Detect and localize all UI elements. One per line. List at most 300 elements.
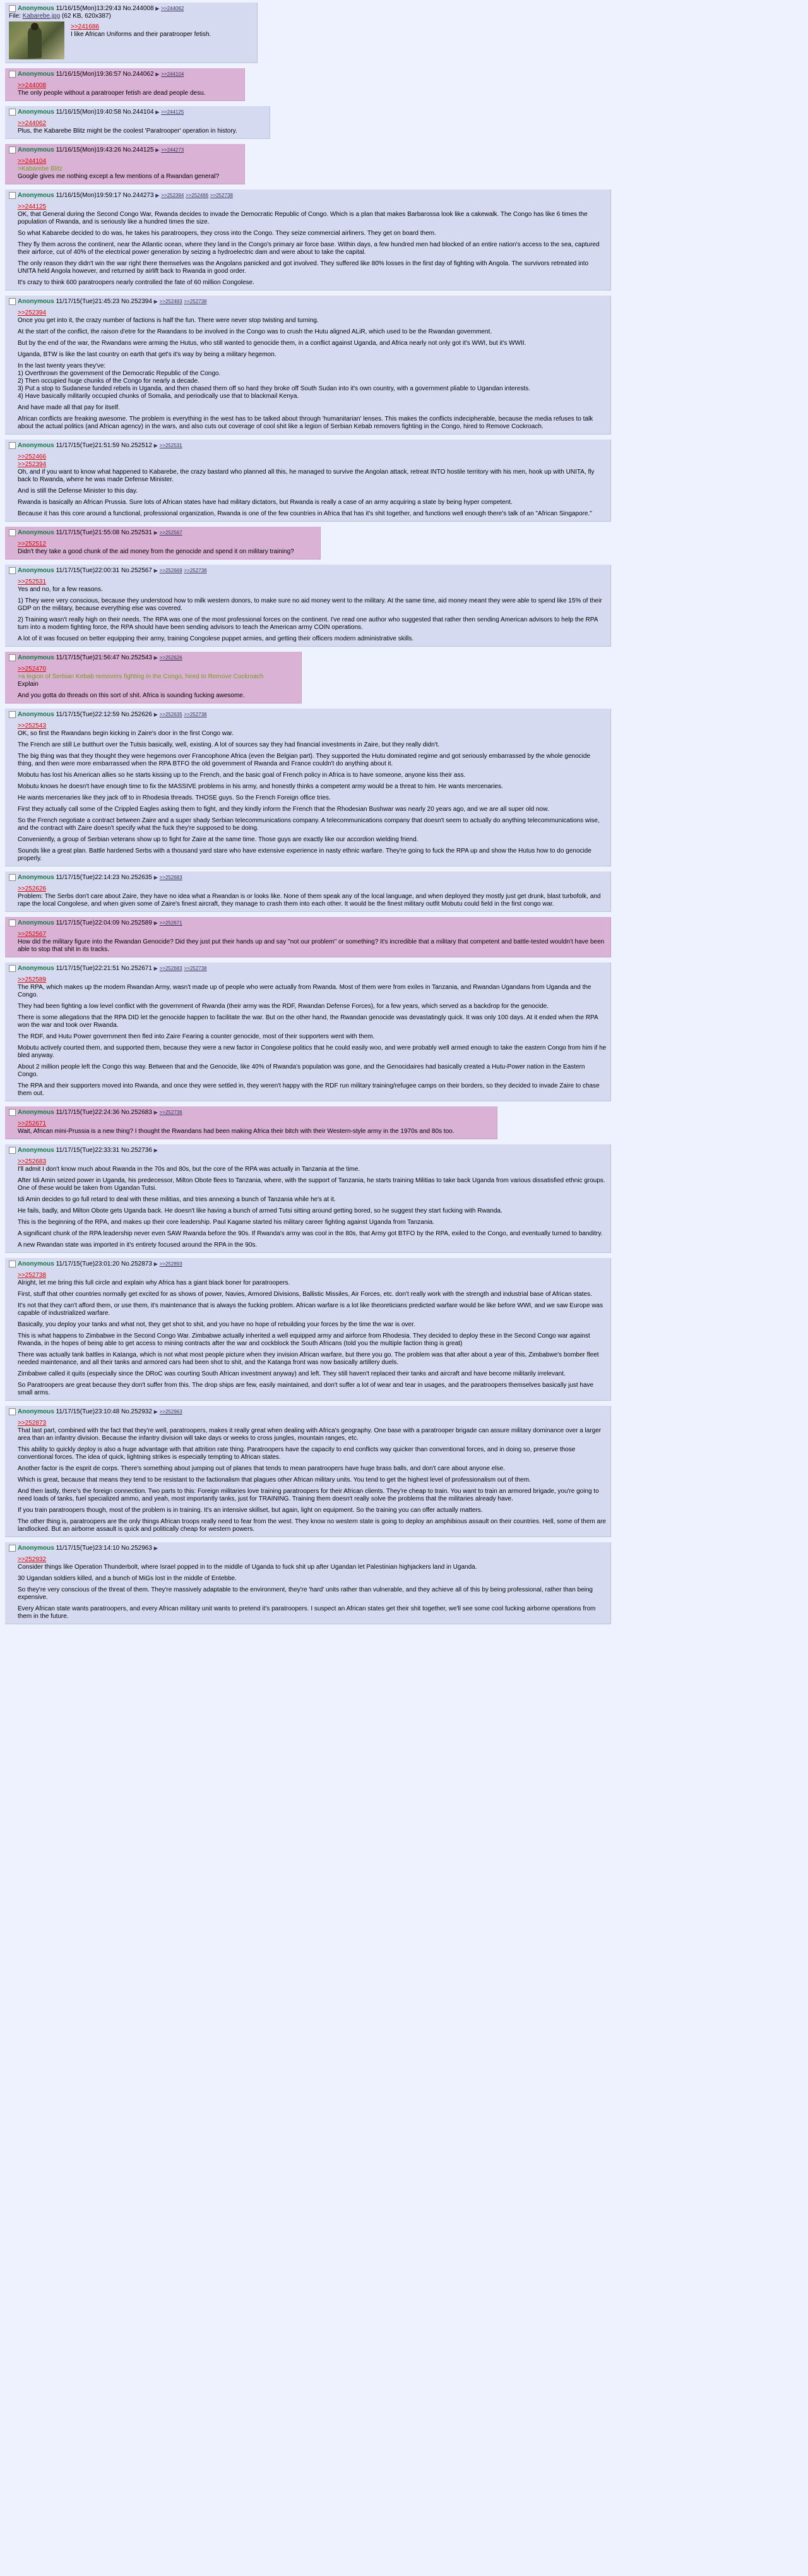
post-checkbox[interactable] [9, 147, 16, 153]
post-menu-arrow-icon[interactable]: ▶ [153, 966, 158, 971]
post-box [5, 962, 611, 1101]
backlink[interactable]: >>252626 [159, 655, 182, 661]
post-message [18, 453, 607, 518]
poster-name: Anonymous [18, 71, 54, 78]
post-checkbox[interactable] [9, 1545, 16, 1552]
message-paragraph [18, 616, 607, 632]
message-paragraph [18, 836, 607, 844]
message-text: There was actually tank battles in Katanga, which is not what most people picture when they invision African warfare, but there you go. The problem was that after about a year of this, Zimbabwe's bomber fleet needed maintenance, and all their tanks and armored cars had been shot to shit, and the Katanga front was now basically artillery duels. [18, 1351, 599, 1366]
post-menu-arrow-icon[interactable]: ▶ [153, 1409, 158, 1415]
post-datetime: 11/16/15(Mon)19:36:57 [56, 71, 121, 78]
post-number[interactable]: No.252512 [121, 442, 152, 449]
message-text: This is the beginning of the RPA, and makes up their core leadership. Paul Kagame started his military career fighting against Uganda from Tanzania. [18, 1219, 434, 1226]
post-datetime: 11/17/15(Tue)21:45:23 [56, 298, 120, 305]
post-number[interactable]: No.244008 [122, 5, 154, 12]
message-text: So what Kabarebe decided to do was, he takes his paratroopers, they cross into the Congo. They seize commercial airliners. They get on board them. [18, 230, 436, 237]
message-paragraph [18, 976, 607, 999]
post-menu-arrow-icon[interactable]: ▶ [155, 6, 160, 11]
backlink[interactable]: >>244125 [161, 109, 184, 115]
post-box [5, 68, 245, 101]
message-paragraph [18, 1507, 607, 1514]
post-menu-arrow-icon[interactable]: ▶ [155, 71, 160, 77]
poster-name: Anonymous [18, 711, 54, 718]
post-menu-arrow-icon[interactable]: ▶ [153, 1147, 158, 1153]
quote-link[interactable]: >>244125 [18, 203, 47, 210]
post-message [18, 82, 241, 97]
quote-link[interactable]: >>252470 [18, 666, 47, 673]
post-box [5, 1144, 611, 1253]
poster-name: Anonymous [18, 109, 54, 116]
post-box [5, 1258, 611, 1401]
message-paragraph [18, 328, 607, 336]
message-paragraph [18, 1003, 607, 1010]
post-message [18, 666, 297, 700]
post-datetime: 11/17/15(Tue)22:00:31 [56, 567, 120, 574]
post-box [5, 3, 258, 63]
post-checkbox[interactable] [9, 711, 16, 718]
message-text: OK, so first the Rwandans begin kicking in Zaire's door in the first Congo war. [18, 730, 234, 737]
poster-name: Anonymous [18, 1408, 54, 1415]
message-text: The RPA, which makes up the modern Rwandan Army, wasn't made up of people who were actually from Rwanda. Most of them were from exiles in Tanzania, and Rwandan Ugandans from Uganda and the Congo. [18, 984, 591, 998]
poster-name: Anonymous [18, 5, 54, 12]
post [5, 1542, 803, 1624]
quote-link[interactable]: >>252394 [18, 461, 47, 468]
poster-name: Anonymous [18, 1545, 54, 1552]
post [5, 1406, 803, 1537]
post-message [18, 203, 607, 287]
message-paragraph [18, 692, 297, 700]
message-paragraph [18, 806, 607, 813]
post-checkbox[interactable] [9, 192, 16, 199]
post-menu-arrow-icon[interactable]: ▶ [153, 568, 158, 573]
message-text: I'll admit I don't know much about Rwanda in the 70s and 80s, but the core of the RPA was actually in Tanzania at the time. [18, 1166, 360, 1173]
post-number[interactable]: No.252531 [121, 529, 152, 536]
message-text: Which is great, because that means they tend to be resistant to the factionalism that plagues other African military units. You tend to get the highest level of professionalism out of them. [18, 1477, 531, 1483]
backlink[interactable]: >>244062 [161, 6, 184, 11]
post-box [5, 144, 245, 184]
post-info [9, 710, 607, 719]
post-box [5, 872, 611, 912]
post-box [5, 652, 302, 704]
quote-link[interactable]: >>252531 [18, 578, 47, 585]
post-info [9, 1260, 607, 1268]
post-menu-arrow-icon[interactable]: ▶ [153, 299, 158, 304]
message-paragraph [18, 848, 607, 863]
quote-link[interactable]: >>252543 [18, 722, 47, 729]
poster-name: Anonymous [18, 1261, 54, 1267]
backlink[interactable]: >>252893 [159, 1261, 182, 1267]
message-text: Because it has this core around a functional, professional organization, Rwanda is one of the few countries in Africa that has it's shit together, and functions well enough there's talk of an "African Singapore." [18, 510, 592, 517]
post-datetime: 11/16/15(Mon)13:29:43 [56, 5, 121, 12]
post-info [9, 191, 607, 200]
post-info [9, 964, 607, 973]
backlink[interactable]: >>252567 [159, 530, 182, 536]
quote-link[interactable]: >>252683 [18, 1158, 47, 1165]
post-number[interactable]: No.244273 [122, 192, 154, 199]
message-text: Idi Amin decides to go full retard to deal with these militias, and tries annexing a bunch of Tanzania while he's at it. [18, 1196, 336, 1203]
message-paragraph [18, 404, 607, 412]
message-paragraph [18, 362, 607, 400]
message-text: After Idi Amin seized power in Uganda, his predecessor, Milton Obote flees to Tanzania, where, with the support of Tanzania, he starts training Militias to take back Uganda from various dissatisfied ethnic groups. One of these would be taken from Ugandan Tutsi. [18, 1177, 605, 1192]
post-message [18, 722, 607, 863]
post-number[interactable]: No.244125 [122, 147, 154, 153]
backlink[interactable]: >>252738 [210, 193, 233, 198]
message-text: Google gives me nothing except a few mentions of a Rwandan general? [18, 173, 220, 180]
message-paragraph [18, 203, 607, 226]
message-text: A lot of it was focused on better equipping their army, training Congolese puppet armies, and getting their officers modern administrative skills. [18, 635, 414, 642]
backlink[interactable]: >>252531 [159, 443, 182, 448]
quote-link[interactable]: >>244104 [18, 158, 47, 165]
post-checkbox[interactable] [9, 529, 16, 536]
quote-link[interactable]: >>241686 [71, 23, 100, 30]
message-paragraph [18, 1302, 607, 1317]
message-text: Zimbabwe called it quits (especially since the DRoC was courting South African investment anyway) and left. They still haven't replaced their tanks and aircraft and have become militarily irrelevant. [18, 1370, 566, 1377]
backlink[interactable]: >>252683 [159, 966, 182, 971]
post-number[interactable]: No.252543 [121, 654, 152, 661]
post-number[interactable]: No.252394 [121, 298, 152, 305]
quote-link[interactable]: >>252567 [18, 931, 47, 938]
message-text: So the French negotiate a contract between Zaire and a super shady Serbian telecommunications company. A telecommunications company that doesn't seem to actually do anything telecommunications wise, and the contract with Zaire doesn't specify what the fuck they're supposed to be doing. [18, 817, 600, 832]
post-checkbox[interactable] [9, 654, 16, 661]
post [5, 1144, 803, 1253]
message-text: There is some allegations that the RPA DID let the genocide happen to facilitate the war. But on the other hand, the Rwandan genocide was devastatingly quick. It was only 100 days. At it ended when the RPA won the war and took over Rwanda. [18, 1014, 598, 1029]
message-text: 2) Then occupied huge chunks of the Congo for nearly a decade. [18, 378, 199, 385]
message-text: Consider things like Operation Thunderbolt, where Israel popped in to the middle of Uganda to fuck shit up after Ugandan let Palestinian highjackers land in Uganda. [18, 1564, 477, 1571]
post-info [9, 146, 241, 154]
post-info [9, 919, 607, 927]
post-checkbox[interactable] [9, 5, 16, 12]
post-menu-arrow-icon[interactable]: ▶ [155, 193, 160, 198]
file-thumbnail[interactable] [9, 21, 64, 59]
message-text: Once you get into it, the crazy number of factions is half the fun. There were never stop twisting and turning. [18, 317, 319, 324]
message-paragraph [18, 1272, 607, 1287]
message-text: The RPA and their supporters moved into Rwanda, and once they were settled in, they weren't happy with the RDF run military training/refugee camps on their borders, so they decided to invade Zaire to chase them out. [18, 1082, 600, 1097]
post-menu-arrow-icon[interactable]: ▶ [153, 530, 158, 536]
post-info [9, 654, 297, 662]
post-datetime: 11/17/15(Tue)21:51:59 [56, 442, 120, 449]
post-info [9, 529, 316, 537]
message-text: Plus, the Kabarebe Blitz might be the coolest 'Paratrooper' operation in history. [18, 128, 237, 135]
post-box [5, 1542, 611, 1624]
post-number[interactable]: No.252567 [121, 567, 152, 574]
post [5, 917, 803, 957]
greentext: >a legion of Serbian Kebab removers fighting in the Congo, hired to Remove Cockroach [18, 673, 264, 680]
message-paragraph [18, 1196, 607, 1204]
backlink[interactable]: >>252963 [159, 1409, 182, 1415]
message-paragraph [18, 1177, 607, 1192]
message-text: It's crazy to think 600 paratroopers nearly controlled the fate of 60 million Congolese. [18, 279, 254, 286]
message-paragraph [18, 931, 607, 954]
post-datetime: 11/17/15(Tue)23:10:48 [56, 1408, 120, 1415]
message-paragraph [18, 772, 607, 779]
post-number[interactable]: No.244062 [122, 71, 154, 78]
poster-name: Anonymous [18, 1109, 54, 1116]
message-paragraph [18, 1465, 607, 1473]
message-paragraph [18, 1120, 493, 1135]
post-checkbox[interactable] [9, 71, 16, 78]
backlink[interactable]: >>252736 [159, 1110, 182, 1115]
backlink[interactable]: >>252635 [159, 712, 182, 717]
message-text: Basically, you deploy your tanks and what not, they get shot to shit, and you have no hope of rebuilding your forces by the time the war is over. [18, 1321, 415, 1328]
message-text: This ability to quickly deploy is also a huge advantage with that attrition rate thing. Paratroopers have the capacity to end conflicts way quicker than conventional forces, and in doing so, preserve those conventional forces. The idea of quick, lightning strikes is especially tempting to African states. [18, 1446, 576, 1461]
quote-link[interactable]: >>252873 [18, 1420, 47, 1427]
post-info [9, 1108, 493, 1117]
post-box [5, 527, 321, 560]
backlink[interactable]: >>252738 [184, 299, 207, 304]
quote-link[interactable]: >>252589 [18, 976, 47, 983]
message-paragraph [18, 1219, 607, 1226]
post-info [9, 1146, 607, 1154]
post [5, 440, 803, 522]
post-message [18, 541, 316, 556]
backlink[interactable]: >>252493 [159, 299, 182, 304]
post-number[interactable]: No.252671 [121, 965, 152, 972]
post-datetime: 11/17/15(Tue)22:21:51 [56, 965, 120, 972]
post-checkbox[interactable] [9, 567, 16, 574]
poster-name: Anonymous [18, 874, 54, 881]
message-text: The only reason they didn't win the war right there themselves was the Angolans panicked and got involved. They suffered like 80% losses in the first day of fighting with Angola. The survivors retreated into UNITA held Angola however, and returned by airlift back to Rwanda in good order. [18, 260, 589, 275]
quote-link[interactable]: >>252394 [18, 309, 47, 316]
backlink[interactable]: >>252738 [184, 712, 207, 717]
poster-name: Anonymous [18, 147, 54, 153]
post-number[interactable]: No.252963 [121, 1545, 152, 1552]
message-paragraph [18, 1207, 607, 1215]
backlink[interactable]: >>252738 [184, 966, 207, 971]
message-paragraph [18, 817, 607, 832]
post-box [5, 709, 611, 866]
backlink[interactable]: >>244273 [161, 147, 184, 153]
message-text: First, stuff that other countries normally get excited for as shows of power, Navies, Armored Divisions, Ballistic Missiles, Air Forces, etc. don't really work with the strength and industrial base of African states. [18, 1291, 592, 1298]
poster-name: Anonymous [18, 1147, 54, 1154]
post-menu-arrow-icon[interactable]: ▶ [155, 109, 160, 115]
message-text: First they actually call some of the Crippled Eagles asking them to fight, and they kindly inform the French that the Rhodesian Bushwar was nearly 20 years ago, and we are all super old now. [18, 806, 549, 813]
message-text: Mobutu has lost his American allies so he starts kissing up to the French, and the basic goal of French policy in Africa is to have someone, anyone kiss their ass. [18, 772, 466, 779]
message-paragraph [18, 1605, 607, 1620]
backlink[interactable]: >>252683 [159, 875, 182, 880]
post-datetime: 11/17/15(Tue)22:24:36 [56, 1109, 120, 1116]
file-info [9, 13, 253, 20]
post-number[interactable]: No.252589 [121, 920, 152, 926]
post-message [18, 1272, 607, 1397]
message-paragraph [18, 1242, 607, 1249]
message-paragraph [18, 279, 607, 287]
post-checkbox[interactable] [9, 965, 16, 972]
post-message [18, 120, 266, 135]
post-info [9, 4, 253, 13]
message-paragraph [18, 1575, 607, 1583]
post-menu-arrow-icon[interactable]: ▶ [153, 1545, 158, 1551]
quote-link[interactable]: >>252738 [18, 1272, 47, 1279]
message-text: Mobutu knows he doesn't have enough time to fix the MASSIVE problems in his army, and honestly thinks a competent army would be a threat to him. He wants mercenaries. [18, 783, 503, 790]
backlink[interactable]: >>252466 [186, 193, 209, 198]
message-text: So Paratroopers are great because they don't suffer from this. The drop ships are few, easily maintained, and don't suffer a lot of wear and tear in usages, and the paratroopers themselves basically just have small arms. [18, 1382, 594, 1396]
post-checkbox[interactable] [9, 874, 16, 881]
message-text: At the start of the conflict, the raison d'etre for the Rwandans to be involved in the Congo was to crush the Hutu aligned ALiR, which used to be the Rwandan government. [18, 328, 492, 335]
post-number[interactable]: No.252932 [121, 1408, 152, 1415]
post-datetime: 11/16/15(Mon)19:59:17 [56, 192, 121, 199]
post-menu-arrow-icon[interactable]: ▶ [155, 147, 160, 153]
post [5, 527, 803, 560]
message-text: Rwanda is basically an African Prussia. Sure lots of African states have had military dictators, but Rwanda is really a case of an army acquiring a state by being hyper competent. [18, 499, 513, 506]
message-paragraph [18, 753, 607, 768]
post-info [9, 441, 607, 450]
message-text: Alright, let me bring this full circle and explain why Africa has a giant black boner for paratroopers. [18, 1279, 290, 1286]
message-paragraph [18, 260, 607, 275]
poster-name: Anonymous [18, 192, 54, 199]
message-paragraph [18, 541, 316, 556]
post [5, 962, 803, 1101]
message-paragraph [18, 1063, 607, 1079]
post-menu-arrow-icon[interactable]: ▶ [153, 1261, 158, 1267]
post-number[interactable]: No.252635 [121, 874, 152, 881]
message-paragraph [18, 1556, 607, 1571]
message-text: Oh, and if you want to know what happened to Kabarebe, the crazy bastard who planned all this, he managed to survive the Angolan attack, retreat INTO hostile territory with his men, hook up with UNITA, fly back to Rwanda, where he was made Defense Minister. [18, 469, 595, 483]
message-text: They had been fighting a low level conflict with the government of Rwanda (their army was the RDF, Rwandan Defense Forces), for a few years, which served as a backdrop for the genocide. [18, 1003, 549, 1010]
backlink[interactable]: >>252738 [184, 568, 207, 573]
message-paragraph [18, 1477, 607, 1484]
quote-link[interactable]: >>244062 [18, 120, 47, 127]
message-text: 1) They were very conscious, because they understood how to milk western donors, to make sure no aid money went to the military. At the same time, aid money meant they were able to spend like 15% of their GDP on the military, because everything else was covered. [18, 597, 602, 612]
message-text: Another factor is the esprit de corps. There's something about jumping out of planes that tends to mean paratroopers have huge brass balls, and don't care about anyone else. [18, 1465, 505, 1472]
message-text: A new Rwandan state was imported in it's entirety focused around the RPA in the 90s. [18, 1242, 258, 1249]
message-text: They fly them across the continent, near the Atlantic ocean, where they land in the Congo's primary air force base. Within days, a few hundred men had blocked of an entire nation's access to the sea, captured their airforce, cut of 40% of the electrical power generation by seizing a hydroelectric dam and were about to take the capital. [18, 241, 600, 256]
file-size: (62 KB, 620x387) [60, 13, 111, 20]
message-text: African conflicts are freaking awesome. The problem is everything in the west has to be talked about through 'humanitarian' lenses. This makes the conflicts indecipherable, because the media refuses to talk about the actual politics (and African agency) in the wars, and also cuts out coverage of cool shit like a legion of Serbian Kebab removers fighting in the Congo, hired to Remove Cockroach. [18, 416, 593, 430]
message-text: 4) Have basically militarily occupied chunks of Somalia, and periodically use that to blackmail Kenya. [18, 393, 299, 400]
quote-link[interactable]: >>244008 [18, 82, 47, 89]
message-paragraph [18, 241, 607, 256]
message-text: So they're very conscious of the threat of them. They're massively adaptable to the environment, they're 'hard' units rather than vulnerable, and they achieve all of this by being professional, rather than being expensive. [18, 1586, 593, 1601]
post-info [9, 297, 607, 306]
message-text: Wait, African mini-Prussia is a new thing? I thought the Rwandans had been making Africa their bitch with their Western-style army in the 1970s and 80s too. [18, 1128, 454, 1135]
post-info [9, 108, 266, 116]
post [5, 1258, 803, 1401]
backlink[interactable]: >>252394 [161, 193, 184, 198]
post-datetime: 11/16/15(Mon)19:40:58 [56, 109, 121, 116]
quote-link[interactable]: >>252932 [18, 1556, 47, 1563]
message-text: Didn't they take a good chunk of the aid money from the genocide and spend it on military training? [18, 548, 294, 555]
post-info [9, 566, 607, 575]
message-paragraph [18, 578, 607, 594]
message-paragraph [18, 1230, 607, 1238]
message-paragraph [18, 783, 607, 791]
backlink[interactable]: >>252669 [159, 568, 182, 573]
post [5, 872, 803, 912]
post-datetime: 11/17/15(Tue)21:56:47 [56, 654, 120, 661]
post-message [18, 976, 607, 1098]
message-text: Yes and no, for a few reasons. [18, 586, 103, 593]
post-info [9, 1544, 607, 1552]
post-checkbox[interactable] [9, 109, 16, 116]
poster-name: Anonymous [18, 920, 54, 926]
post-menu-arrow-icon[interactable]: ▶ [153, 920, 158, 926]
message-text: In the last twenty years they've: [18, 362, 106, 369]
post-box [5, 1406, 611, 1537]
message-paragraph [18, 416, 607, 431]
backlink[interactable]: >>244104 [161, 71, 184, 77]
post-menu-arrow-icon[interactable]: ▶ [153, 655, 158, 661]
post-message [18, 309, 607, 431]
message-text: This is what happens to Zimbabwe in the Second Congo War. Zimbabwe actually inherited a well equipped army and airforce from Rhodesia. They decided to deploy these in the Second Congo war against Rwanda, in the hopes of being able to get access to mining contracts after the war and cockblock the South Africans (told you the multiple faction thing is great) [18, 1333, 590, 1347]
message-paragraph [18, 1321, 607, 1329]
quote-link[interactable]: >>252671 [18, 1120, 47, 1127]
message-paragraph [18, 453, 607, 484]
post-info [9, 873, 607, 882]
post-checkbox[interactable] [9, 1408, 16, 1415]
message-text: Conveniently, a group of Serbian veterans show up to fight for Zaire at the same time. Those guys are exactly like our accordion wielding friend. [18, 836, 419, 843]
message-paragraph [18, 1446, 607, 1461]
post-checkbox[interactable] [9, 920, 16, 926]
message-paragraph [18, 1014, 607, 1029]
post [5, 189, 803, 291]
post-checkbox[interactable] [9, 1147, 16, 1154]
message-text: The big thing was that they thought they were hegemons over Francophone Africa (even the Belgian part). They supported the Hutu dominated regime and got seriously embarrassed by the whole genocide thing, and then were more embarrassed when the RPA BTFO the old government of Rwanda and France couldn't do anything about it. [18, 753, 591, 767]
message-text: Every African state wants paratroopers, and every African military unit wants to pretend it's paratroopers. I suspect an African states get their shit together, we'll see some cool fucking airborne operations from them in the future. [18, 1605, 596, 1620]
greentext: >Kabarebe Blitz [18, 165, 62, 172]
post-checkbox[interactable] [9, 298, 16, 305]
post-message [18, 1158, 607, 1249]
quote-link[interactable]: >>252512 [18, 541, 47, 548]
post-message [18, 1420, 607, 1533]
post [5, 144, 803, 184]
post-number[interactable]: No.244104 [122, 109, 154, 116]
message-text: 30 Ugandan soldiers killed, and a bunch of MiGs lost in the middle of Entebbe. [18, 1575, 237, 1582]
message-paragraph [18, 1033, 607, 1041]
message-paragraph [18, 230, 607, 237]
message-paragraph [18, 666, 297, 688]
message-paragraph [18, 510, 607, 518]
quote-link[interactable]: >>252626 [18, 885, 47, 892]
message-paragraph [18, 499, 607, 506]
message-text: OK, that General during the Second Congo War, Rwanda decides to invade the Democratic Republic of Congo. Which is a plan that makes Barbarossa look like a cakewalk. The Congo has like 6 times the population of Rwanda, and is seriously like a hundred times the size. [18, 211, 588, 225]
quote-link[interactable]: >>252466 [18, 453, 47, 460]
post-box [5, 189, 611, 291]
message-text: The RDF, and Hutu Power government then fled into Zaire Fearing a counter genocide, most of their supporters went with them. [18, 1033, 375, 1040]
poster-name: Anonymous [18, 965, 54, 972]
message-paragraph [18, 794, 607, 802]
file-link[interactable]: Kabarebe.jpg [22, 13, 61, 20]
post-number[interactable]: No.252736 [121, 1147, 152, 1154]
post-number[interactable]: No.252683 [121, 1109, 152, 1116]
post-number[interactable]: No.252626 [121, 711, 152, 718]
message-text: And you gotta do threads on this sort of shit. Africa is sounding fucking awesome. [18, 692, 245, 699]
post-number[interactable]: No.252873 [121, 1261, 152, 1267]
post-box [5, 1106, 497, 1139]
message-paragraph [18, 309, 607, 325]
post [5, 1106, 803, 1139]
message-text: If you train paratroopers though, most of the problem is in training. It's an intensive skillset, but again, light on equipment. So the training you can offer actually matters. [18, 1507, 483, 1514]
post-menu-arrow-icon[interactable]: ▶ [153, 1110, 158, 1115]
message-paragraph [18, 885, 607, 908]
post-datetime: 11/17/15(Tue)22:14:23 [56, 874, 120, 881]
backlink[interactable]: >>252671 [159, 920, 182, 926]
post-checkbox[interactable] [9, 1261, 16, 1267]
post-menu-arrow-icon[interactable]: ▶ [153, 712, 158, 717]
post-info [9, 1408, 607, 1416]
message-paragraph [18, 722, 607, 738]
message-text: A significant chunk of the RPA leadership never even SAW Rwanda before the 90s. If Rwanda's army was cool in the 80s, that Army got BTFO by the RPA, exiled to the Congo, and eventually turned to banditry. [18, 1230, 603, 1237]
post-checkbox[interactable] [9, 1109, 16, 1116]
post-menu-arrow-icon[interactable]: ▶ [153, 875, 158, 880]
message-text: 3) Put a stop to Sudanese funded rebels in Uganda, and then chased them off so hard they broke off South Sudan into it's own country, with a government pliable to Ugandan interests. [18, 385, 530, 392]
message-text: 1) Overthrown the government of the Democratic Republic of the Congo. [18, 370, 221, 377]
post-checkbox[interactable] [9, 442, 16, 449]
post [5, 68, 803, 101]
post-message [18, 931, 607, 954]
post-menu-arrow-icon[interactable]: ▶ [153, 443, 158, 448]
message-text: He wants mercenaries like they jack off to in Rhodesia threads. THOSE guys. So the French Foreign office tries. [18, 794, 331, 801]
message-paragraph [18, 1291, 607, 1298]
